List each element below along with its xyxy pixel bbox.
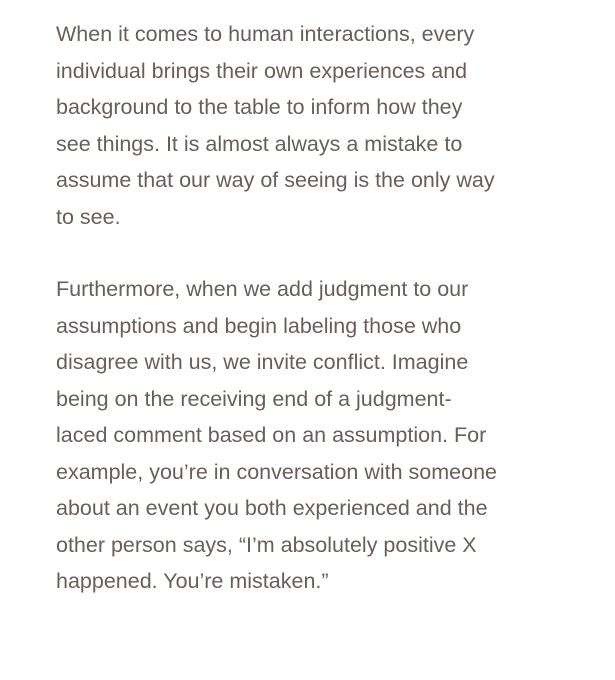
paragraph-line: about an event you both experienced and the — [56, 496, 488, 520]
paragraph-2 — [56, 271, 596, 600]
paragraph-line: When it comes to human interactions, every — [56, 22, 475, 46]
paragraph-line: being on the receiving end of a judgment- — [56, 386, 452, 411]
paragraph-line: happened. You’re mistaken.” — [56, 569, 329, 593]
paragraph-line: background to the table to inform how they — [56, 95, 463, 119]
paragraph-line: see things. It is almost always a mistake to — [56, 131, 463, 156]
paragraph-1 — [56, 16, 596, 235]
paragraph-line: Furthermore, when we add judgment to our — [56, 277, 469, 301]
paragraph-line: assume that our way of seeing is the only way — [56, 168, 495, 192]
paragraph-line: individual brings their own experiences and — [56, 58, 468, 83]
article-body — [56, 16, 596, 600]
paragraph-line: other person says, “I’m absolutely positive X — [56, 532, 477, 557]
paragraph-line: assumptions and begin labeling those who — [56, 313, 462, 338]
paragraph-line: example, you’re in conversation with someone — [56, 459, 497, 484]
paragraph-line: laced comment based on an assumption. For — [56, 423, 487, 447]
paragraph-line: to see. — [56, 204, 121, 229]
paragraph-line: disagree with us, we invite conflict. Imagine — [56, 350, 469, 374]
